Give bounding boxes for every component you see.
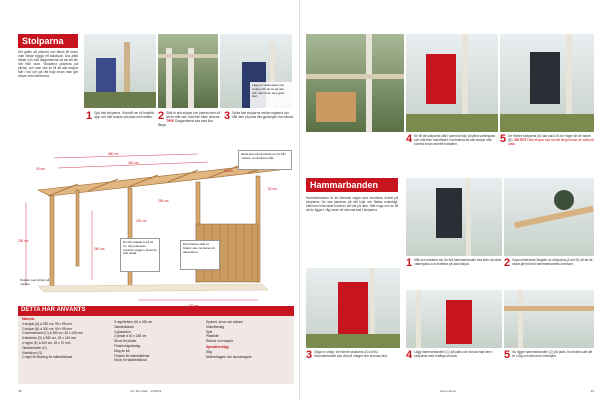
step-number: 3 (306, 349, 313, 361)
drawing-label-left: Stolpar med plintar på marken (20, 278, 50, 286)
intro-text: Det gäller att planera och tänka till innan man börjar bygga ett takskydd. Dra alltid trådar och mät diagonalerna så att allt blir rätt från start. Stolparna placeras på plintar, och man ska se till att alla stolpar står i lod och på rätt höjd innan man går vidare med bärlinorna. (18, 50, 78, 78)
photo-hammarband-2 (504, 178, 594, 256)
dim-depth: 290 cm (158, 199, 169, 203)
step-number: 1 (406, 257, 413, 269)
material-item: Förankringsbeslag (114, 343, 141, 348)
page-number-left: 48 (18, 389, 22, 394)
step-number: 5 (504, 349, 511, 361)
tool-item: Mutterdragare och skruvdragare (206, 354, 252, 359)
material-item: 3 regelbrädor (H) à 420 cm (114, 320, 153, 324)
tools-heading: Specialverktyg: (206, 345, 230, 350)
step-number: 2 (504, 257, 511, 269)
dim-small-3: 52 cm (268, 187, 277, 191)
material-item: 4 glasskivor (114, 329, 131, 334)
material-item: 4 reglar (E) à 300 cm, 45 x 70 mm (22, 340, 71, 345)
materials-col-3 (206, 320, 290, 360)
step-number: 2 (158, 110, 165, 122)
photo-step-1 (84, 34, 156, 108)
right-page (300, 0, 600, 400)
hammarband-step-3 (306, 350, 400, 382)
tip-label: TIPS! (166, 119, 175, 123)
dim-top-1: 480 cm (108, 152, 119, 156)
material-item: Stag av trä (114, 348, 130, 353)
step-text: Lägg hammarbanden (C) på plats och skruva fast dem i stolparna med kraftiga skruvar. (414, 350, 493, 358)
material-item: Dyckert, skruv och ankare (206, 320, 243, 324)
step-text: Ställ ut alla stolpar och justera dem så att de står rakt, mät från både sidorna. (166, 111, 221, 119)
dim-top-2: 420 cm (128, 161, 139, 165)
step-number: 1 (86, 110, 93, 122)
step-1 (86, 111, 154, 147)
photo-hammarband-1 (406, 178, 502, 256)
materials-title: DETTA HAR ANVÄNTS (18, 306, 294, 316)
photo-hammarband-4 (406, 290, 502, 348)
photo-hammarband-3 (306, 268, 400, 348)
material-item: Plastfolie (206, 334, 219, 339)
page-number-right: 49 (590, 389, 594, 394)
step-text: De främre stolparna (A) ska vara 25 cm högre än de bakre (B). (508, 134, 591, 142)
material-item: 4 stolpar (A) à 280 cm, 95 x 95 mm (22, 321, 72, 326)
tip-text: Alla stolpar ska ha rätt längd innan de sätts på plats. (508, 138, 594, 146)
materials-heading: Material: (22, 317, 36, 321)
photo-step-4b (406, 34, 498, 132)
materials-col-1 (22, 317, 108, 360)
step-number: 4 (406, 349, 413, 361)
step-2 (158, 111, 222, 147)
step-text: Nu ligger hammarbanden (C) på plats. Kontrollera att allt är i våg och fäst med vinkeljärn. (512, 350, 593, 358)
step-number: 4 (406, 133, 413, 145)
material-item: Vindskivor (G) (22, 350, 43, 355)
material-item: Skruv för takbeklädnad (114, 358, 147, 363)
hammarband-step-5 (504, 350, 594, 382)
tip-text: Diagonalerna ska vara lika långa. (158, 119, 213, 127)
step-number: 3 (224, 110, 231, 122)
material-item: Spik (206, 329, 213, 334)
materials-box (18, 306, 294, 384)
materials-col-2 (114, 320, 200, 363)
material-item: 6 takstolar (D) à 380 cm, 45 x 145 mm (22, 336, 77, 341)
step-3 (224, 111, 294, 147)
material-item: 2 hammarband (C) à 480 cm, 45 x 195 mm (22, 331, 83, 336)
drawing-note-left: De blå stolparna på 10 cm höjd placeras innanför väggen så att de står dolda. (120, 238, 160, 272)
dim-side: 230 cm (18, 239, 29, 243)
material-item: Takbeklädnad (114, 324, 134, 329)
hammarband-step-2 (504, 258, 594, 288)
dim-mid: 220 cm (136, 219, 147, 223)
photo-hammarband-5 (504, 290, 594, 348)
material-item: Vinkelbeslag (206, 324, 225, 329)
step-text: Se till att stolparna står i samma höjd. Använd vattenpass och mät från markfästet. Kontrollera att alla stolpar står korrekt innan arbetet fortsätter. (414, 134, 496, 146)
step-5 (500, 134, 594, 170)
material-item: Fönster för takbeklädnad (114, 353, 150, 358)
dim-small-1: 30 cm (36, 167, 45, 171)
hammarbanden-intro: Hammarbanden är de bärande reglar som monteras överst på stolparna. De ska placeras på rätt höjd och fästas ordentligt, eftersom hela taket kommer att vila på dem. Mät noga och se till att de ligger i våg innan de skruvas fast i stolparna. (306, 196, 398, 212)
footer-left: Gör Det Själv · 10/2019 (130, 389, 162, 394)
photo-step-2 (158, 34, 218, 108)
drawing-note-right: Ett bärande skikt av bräder ska monteras på takstolarna. (180, 240, 220, 270)
tip-label: VIKTIGT! (514, 138, 528, 142)
material-item: Takfotsbräder (G) (22, 345, 47, 350)
step-text: Gjut fast stolparna. Grävhål ner till frostfritt djup och sätt stolpen på plats med stöttor. (94, 111, 154, 119)
dim-small-2: 30 cm (224, 169, 233, 173)
step-4 (406, 134, 498, 170)
dim-height: 260 cm (94, 247, 105, 251)
caption-level: Lägg en vattenpass mot stolpen för att se att den står rakt innan den gjuts fast. (250, 82, 292, 108)
material-item: Rännor och stuprör (206, 339, 234, 344)
tool-item: Såg (206, 349, 212, 354)
hammarband-step-4 (406, 350, 502, 382)
section-title-stolparna: Stolparna (18, 34, 78, 48)
photo-step-4 (306, 34, 404, 132)
material-item: 2 regel till fästning för takbeklädnad (22, 355, 73, 360)
section-title-hammarbanden: Hammarbanden (306, 178, 398, 192)
step-text: Kapa resterande längder av stolparna (A och B) så att de slutar jämnt med hammarbandets överkant. (512, 258, 593, 266)
step-text: Såga ur urtag i de främre stolparna (A och B). Hammarbandet ska vila på urtaget och skruvas fast. (314, 350, 388, 358)
drawing-note-top: Detta ska stå på plintar en bit från marken, kontrollera mått. (238, 150, 292, 170)
construction-drawing (18, 150, 294, 310)
hammarband-step-1 (406, 258, 502, 288)
material-item: 2 plintar à 60 x 180 cm (114, 334, 147, 339)
step-number: 5 (500, 133, 507, 145)
photo-step-5 (500, 34, 594, 132)
step-text: Spika fast stolparna mellan reglarna och håll dem på plats tills gjutningen har härdat. (232, 111, 294, 119)
material-item: 2 stolpar (B) à 300 cm, 95 x 95 mm (22, 326, 72, 331)
footer-right: www.gds.se (440, 389, 457, 394)
step-text: Mät och markera var de två hammarbanden ska sitta. Använd vattenpass och markera på alla stolpar. (414, 258, 502, 266)
material-item: Skruv för plintar (114, 339, 137, 344)
